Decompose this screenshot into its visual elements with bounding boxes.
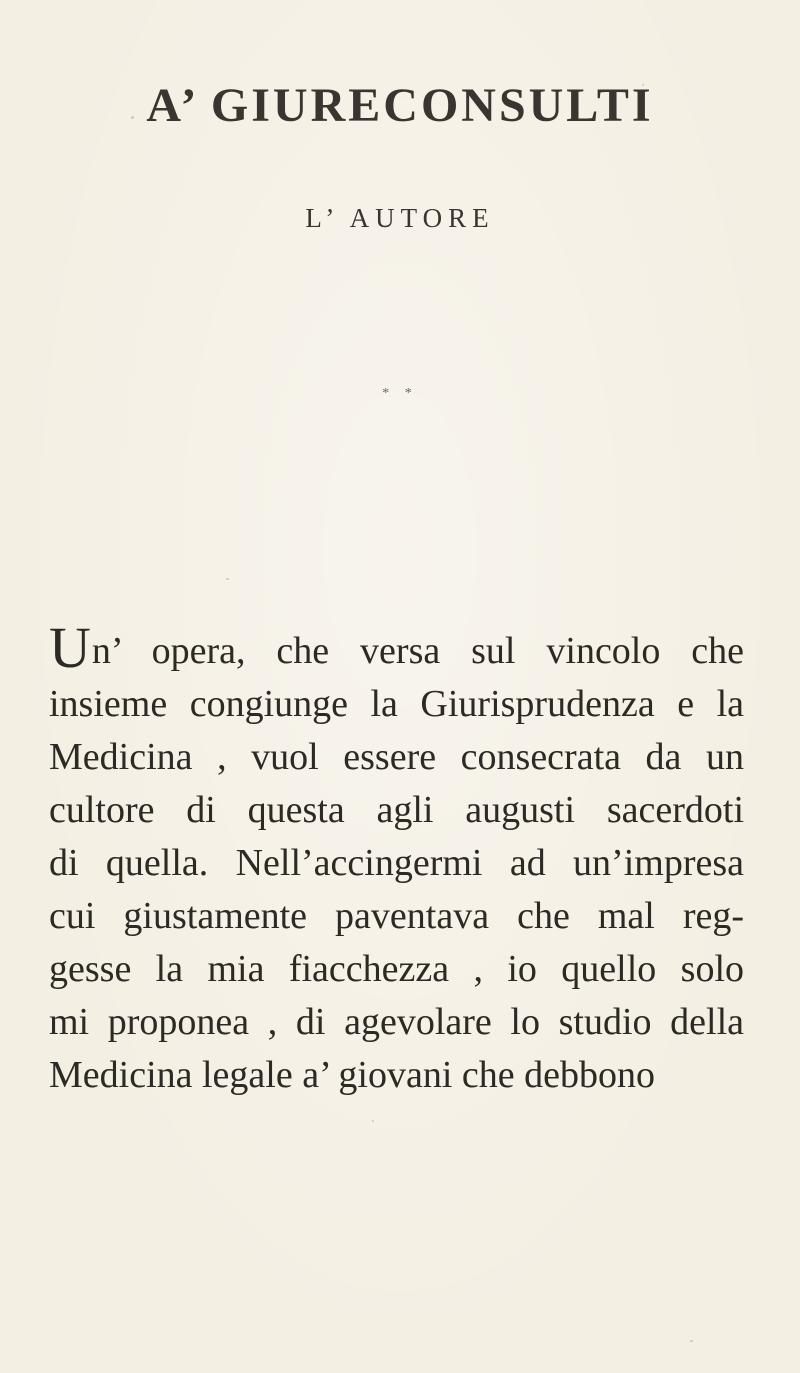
dedication-text [49, 615, 744, 1102]
paper-speck [690, 1340, 693, 1342]
text-line-8: mi proponea , di agevolare lo studio della [49, 1001, 744, 1043]
drop-cap: U [49, 615, 91, 680]
text-line-3: Medicina , vuol essere consecrata da un [49, 736, 744, 778]
text-line-1-content: n’ opera, che versa sul vincolo che [91, 630, 744, 672]
text-line-5: di quella. Nell’accingermi ad un’impresa [49, 842, 744, 884]
text-line-9: Medicina legale a’ giovani che debbono [49, 1054, 655, 1096]
paper-speck [226, 578, 229, 580]
text-line-2: insieme congiunge la Giurisprudenza e la [49, 683, 744, 725]
text-line-1 [49, 615, 744, 680]
paper-speck [642, 84, 644, 86]
page-title: A’ GIURECONSULTI [146, 79, 654, 132]
ornament-mark: * * [382, 386, 418, 401]
paper-speck [131, 116, 134, 119]
text-line-4: cultore di questa agli augusti sacerdoti [49, 789, 744, 831]
paper-speck [372, 1120, 374, 1122]
text-line-7: gesse la mia fiacchezza , io quello solo [49, 948, 744, 990]
text-line-6: cui giustamente paventava che mal reg- [49, 895, 744, 937]
author-line: L’ AUTORE [305, 203, 495, 233]
